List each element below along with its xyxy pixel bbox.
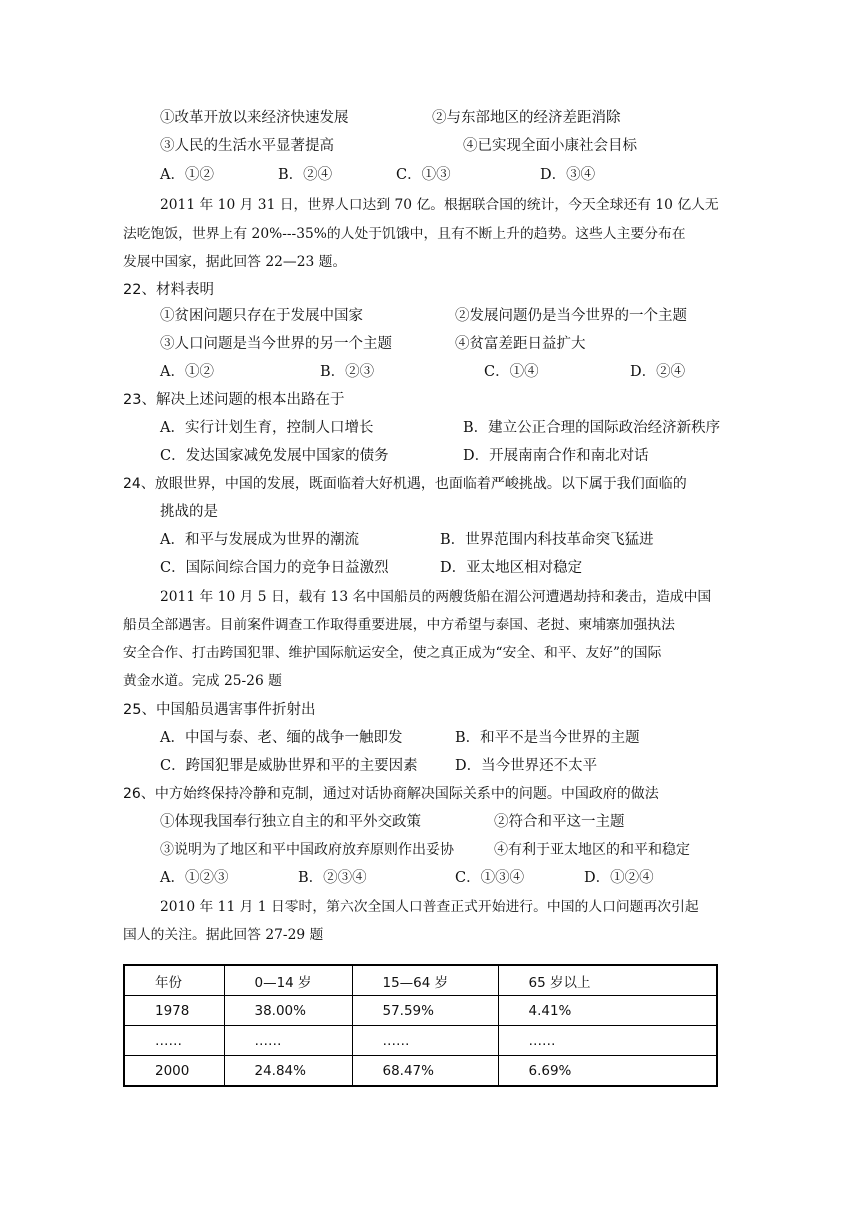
q26-choice-c: C．①③④ [455, 870, 525, 886]
q26-choice-d: D．①②④ [584, 870, 654, 886]
table-cell: …… [498, 1026, 717, 1056]
q22-option-1: ①贫困问题只存在于发展中国家 [160, 308, 363, 324]
q24-choice-a: A．和平与发展成为世界的潮流 [160, 532, 359, 548]
q22-option-2: ②发展问题仍是当今世界的一个主题 [455, 308, 687, 324]
q25-stem: 25、中国船员遇害事件折射出 [123, 702, 316, 718]
q22-stem: 22、材料表明 [123, 282, 214, 298]
q21-choice-b: B．②④ [278, 167, 333, 183]
q24-stem-line2: 挑战的是 [160, 504, 218, 520]
table-row [124, 1026, 717, 1056]
q21-choice-c: C．①③ [396, 167, 451, 183]
material2-line1: 2011 年 10 月 5 日，载有 13 名中国船员的两艘货船在湄公河遭遇劫持和袭击，造成中国 [160, 589, 712, 605]
q22-choice-a: A．①② [160, 364, 214, 380]
q26-choice-a: A．①②③ [160, 870, 229, 886]
population-table [123, 964, 718, 1087]
q23-choice-c: C．发达国家减免发展中国家的债务 [160, 448, 389, 464]
q24-stem-line1: 24、放眼世界，中国的发展，既面临着大好机遇，也面临着严峻挑战。以下属于我们面临的 [123, 476, 687, 492]
q23-choice-a: A．实行计划生育，控制人口增长 [160, 420, 374, 436]
table-cell: 38.00% [224, 996, 352, 1026]
q21-option-3: ③人民的生活水平显著提高 [160, 138, 334, 154]
table-cell: 68.47% [352, 1056, 498, 1087]
table-cell: …… [352, 1026, 498, 1056]
material1-line1: 2011 年 10 月 31 日，世界人口达到 70 亿。根据联合国的统计，今天全球还有 10 亿人无 [160, 197, 719, 213]
q21-choice-d: D．③④ [540, 167, 596, 183]
q25-choice-c: C．跨国犯罪是威胁世界和平的主要因素 [160, 758, 418, 774]
table-cell: 57.59% [352, 996, 498, 1026]
table-row [124, 1056, 717, 1087]
material3-line1: 2010 年 11 月 1 日零时，第六次全国人口普查正式开始进行。中国的人口问题再次引起 [160, 899, 699, 915]
table-header-cell: 年份 [124, 965, 224, 996]
q21-option-2: ②与东部地区的经济差距消除 [432, 110, 621, 126]
table-cell: 2000 [124, 1056, 224, 1087]
table-cell: 24.84% [224, 1056, 352, 1087]
material1-line2: 法吃饱饭，世界上有 20%---35%的人处于饥饿中，且有不断上升的趋势。这些人主要分布在 [123, 226, 686, 242]
material2-line3: 安全合作、打击跨国犯罪、维护国际航运安全，使之真正成为“安全、和平、友好”的国际 [123, 645, 662, 661]
q23-choice-d: D．开展南南合作和南北对话 [463, 448, 649, 464]
table-cell: …… [124, 1026, 224, 1056]
table-header-cell: 65 岁以上 [498, 965, 717, 996]
material3-line2: 国人的关注。据此回答 27-29 题 [123, 927, 324, 943]
table-cell: 1978 [124, 996, 224, 1026]
material2-line4: 黄金水道。完成 25-26 题 [123, 673, 282, 689]
q24-choice-d: D．亚太地区相对稳定 [440, 560, 583, 576]
q26-option-2: ②符合和平这一主题 [494, 814, 625, 830]
table-header-row [124, 965, 717, 996]
q25-choice-b: B．和平不是当今世界的主题 [455, 730, 640, 746]
q23-choice-b: B．建立公正合理的国际政治经济新秩序 [463, 420, 721, 436]
q26-option-1: ①体现我国奉行独立自主的和平外交政策 [160, 814, 421, 830]
q22-option-3: ③人口问题是当今世界的另一个主题 [160, 336, 392, 352]
table-cell: …… [224, 1026, 352, 1056]
q22-choice-c: C．①④ [484, 364, 539, 380]
q22-choice-d: D．②④ [630, 364, 686, 380]
material2-line2: 船员全部遇害。目前案件调查工作取得重要进展，中方希望与泰国、老挝、柬埔寨加强执法 [123, 617, 675, 633]
q26-stem: 26、中方始终保持冷静和克制，通过对话协商解决国际关系中的问题。中国政府的做法 [123, 786, 659, 802]
q21-choice-a: A．①② [160, 167, 214, 183]
q26-option-4: ④有利于亚太地区的和平和稳定 [494, 842, 690, 858]
table-header-cell: 0—14 岁 [224, 965, 352, 996]
q22-choice-b: B．②③ [320, 364, 375, 380]
material1-line3: 发展中国家，据此回答 22—23 题。 [123, 254, 347, 270]
q25-choice-a: A．中国与泰、老、缅的战争一触即发 [160, 730, 403, 746]
table-cell: 4.41% [498, 996, 717, 1026]
q25-choice-d: D．当今世界还不太平 [455, 758, 598, 774]
q26-choice-b: B．②③④ [298, 870, 367, 886]
q26-option-3: ③说明为了地区和平中国政府放弃原则作出妥协 [160, 842, 454, 858]
q24-choice-b: B．世界范围内科技革命突飞猛进 [440, 532, 654, 548]
q21-option-1: ①改革开放以来经济快速发展 [160, 110, 349, 126]
table-header-cell: 15—64 岁 [352, 965, 498, 996]
q21-option-4: ④已实现全面小康社会目标 [463, 138, 637, 154]
q24-choice-c: C．国际间综合国力的竞争日益激烈 [160, 560, 389, 576]
q23-stem: 23、解决上述问题的根本出路在于 [123, 392, 345, 408]
table-row [124, 996, 717, 1026]
q22-option-4: ④贫富差距日益扩大 [455, 336, 586, 352]
table-cell: 6.69% [498, 1056, 717, 1087]
